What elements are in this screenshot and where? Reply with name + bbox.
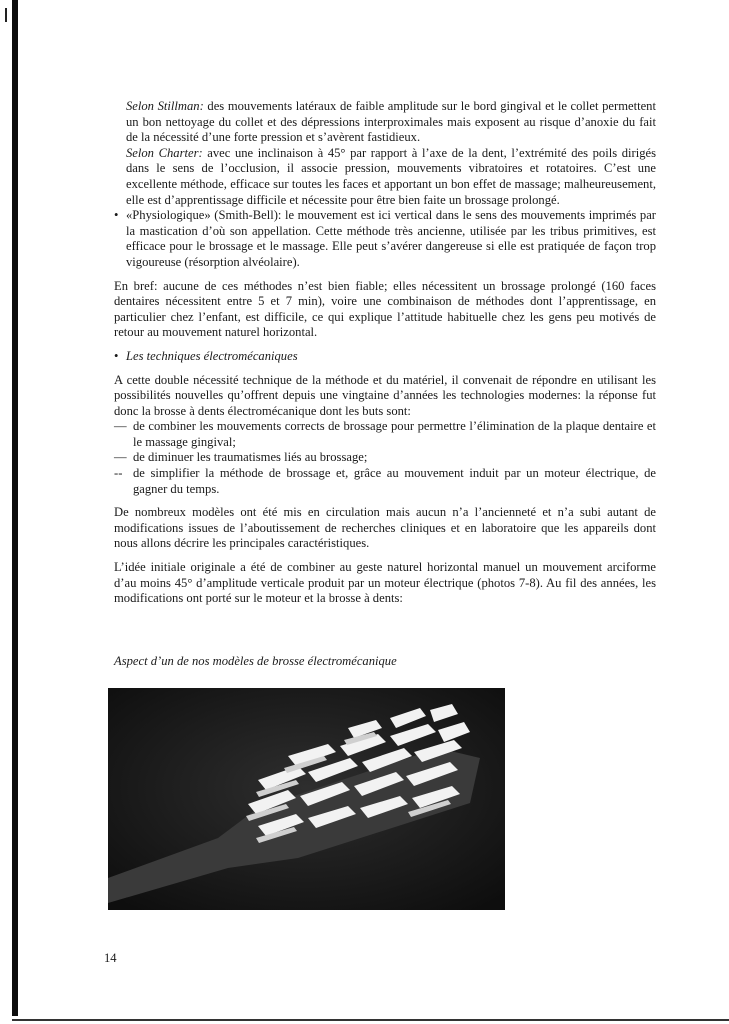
stillman-label: Selon Stillman:: [126, 99, 204, 113]
charter-label: Selon Charter:: [126, 145, 203, 160]
charter-text: avec une inclinaison à 45° par rapport à l’axe de la dent, l’extrémité des poils dirigés dans le sens de l’occlusion, il associe pression, mouvements vibratoires et rotatoires. C’est une excellente méthode, efficace sur toutes les faces et apportant un bon effet de massage; malheureusement, elle est d’apprentissage difficile et nécessite pour être bien faite un brossage prolongé.: [126, 145, 656, 207]
body-text: [114, 99, 656, 607]
page-edge-tick: [5, 8, 7, 22]
paragraph-en-bref: En bref: aucune de ces méthodes n’est bien fiable; elles nécessitent un brossage prolongé (160 faces dentaires nécessitent entre 5 et 7 min), voire une combinaison de méthodes dont l’apprentissage, en particulier chez l’enfant, est difficile, ce qui explique l’attitude habituelle chez les gens peu motivés de retour au mouvement naturel horizontal.: [114, 278, 656, 340]
page-binding-edge: [12, 0, 18, 1016]
toothbrush-photo-drawing: [108, 688, 505, 910]
stillman-text: des mouvements latéraux de faible amplitude sur le bord gingival et le collet permettent un bon nettoyage du collet et des dépressions interproximales mais exposent au risque d’anoxie du fait de la nécessité d’une forte pression et s’avèrent fastidieux.: [126, 99, 656, 145]
list-item-text: de diminuer les traumatismes liés au brossage;: [133, 450, 368, 465]
dash-mark: —: [114, 450, 127, 465]
paragraph-double-necessite: A cette double nécessité technique de la méthode et du matériel, il convenait de répondre en utilisant les possibilités nouvelles qu’offrent depuis une vingtaine d’années les technologies modernes: la réponse fut donc la brosse à dents électromécanique dont les buts sont:: [114, 372, 656, 418]
paragraph-charter: [114, 146, 656, 208]
physiologique-text: «Physiologique» (Smith-Bell): le mouvement est ici vertical dans le sens des mouvements imprimés par la mastication d’où son appellation. Cette méthode très ancienne, utilisée par les tribus primitives, est efficace pour le brossage et le massage. Elle peut s’avérer dangereuse si elle est pratiquée de façon trop vigoureuse (résorption alvéolaire).: [126, 208, 656, 269]
bullet-electromecaniques: [114, 349, 656, 365]
bullet-mark: •: [114, 348, 119, 363]
list-item-text: de combiner les mouvements corrects de brossage pour permettre l’élimination de la plaque dentaire et le massage gingival;: [133, 419, 656, 449]
paragraph-modeles: De nombreux modèles ont été mis en circulation mais aucun n’a l’ancienneté et n’a subi autant de modifications issues de l’aboutissement de recherches cliniques et en laboratoire que les appareils dont nous allons décrire les principales caractéristiques.: [114, 505, 656, 551]
figure-caption: Aspect d’un de nos modèles de brosse électromécanique: [114, 654, 397, 668]
bullet-physiologique: [114, 208, 656, 270]
dash-mark: —: [114, 419, 127, 434]
bullet-mark: •: [114, 208, 119, 223]
dash-mark: --: [114, 466, 123, 481]
page-bottom-edge: [12, 1019, 729, 1021]
paragraph-stillman: [114, 99, 656, 146]
list-item: [114, 450, 656, 466]
list-item-text: de simplifier la méthode de brossage et, grâce au mouvement induit par un moteur électrique, de gagner du temps.: [133, 466, 656, 496]
section-heading: Les techniques électromécaniques: [126, 348, 298, 363]
paragraph-idee-initiale: L’idée initiale originale a été de combiner au geste naturel horizontal manuel un mouvement arciforme d’au moins 45° d’amplitude verticale produit par un moteur électrique (photos 7-8). Au fil des années, les modifications ont porté sur le moteur et la brosse à dents:: [114, 560, 656, 606]
list-item: [114, 466, 656, 497]
page-number: 14: [104, 951, 117, 965]
toothbrush-photo: [108, 688, 505, 910]
list-item: [114, 419, 656, 450]
